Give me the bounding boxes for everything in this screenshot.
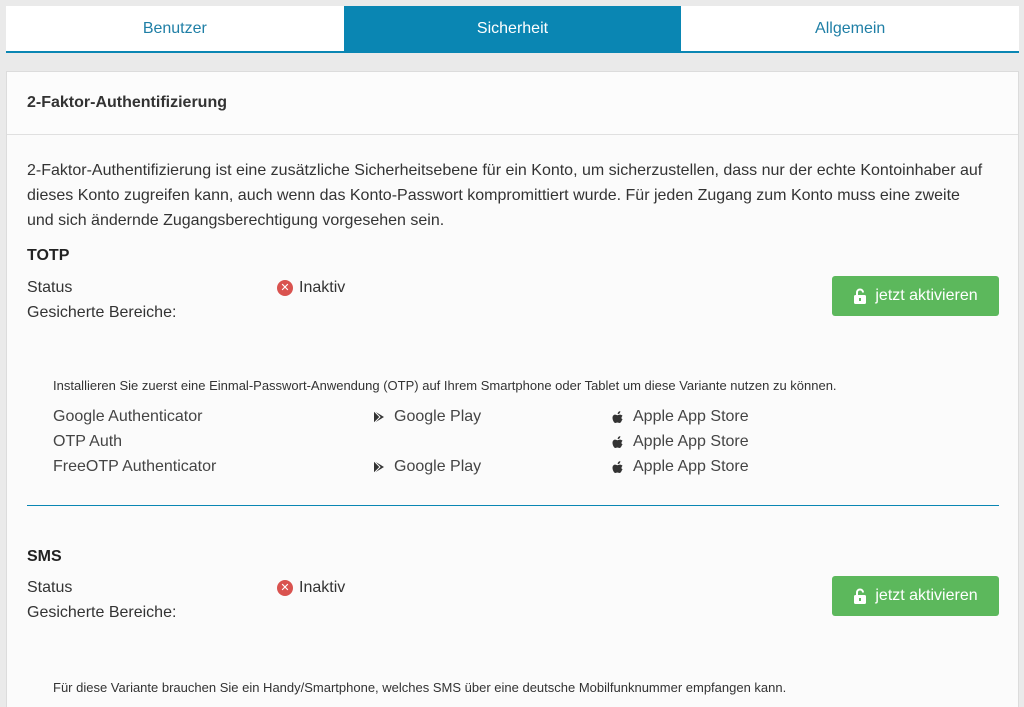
app-name-otp-auth: OTP Auth xyxy=(53,433,123,450)
tab-benutzer[interactable]: Benutzer xyxy=(142,19,207,37)
totp-status-text: Inaktiv xyxy=(299,279,346,296)
apple-store-link[interactable] xyxy=(611,408,749,426)
totp-note: Installieren Sie zuerst eine Einmal-Passwort-Anwendung (OTP) auf Ihrem Smartphone oder Tablet um diese Variante nutzen zu können. xyxy=(53,378,837,393)
unlock-icon xyxy=(853,588,867,604)
tab-allgemein[interactable]: Allgemein xyxy=(815,19,886,37)
sms-activate-button[interactable] xyxy=(832,576,999,616)
totp-title: TOTP xyxy=(27,247,70,264)
section-divider xyxy=(27,505,999,506)
x-circle-icon: ✕ xyxy=(277,580,293,596)
tab-bar xyxy=(6,6,1019,53)
apple-store-label: Apple App Store xyxy=(633,408,749,425)
tab-sicherheit[interactable]: Sicherheit xyxy=(344,6,682,51)
google-play-label: Google Play xyxy=(394,408,482,425)
apple-store-label: Apple App Store xyxy=(633,458,749,475)
totp-status-value xyxy=(277,279,345,297)
totp-activate-button[interactable] xyxy=(832,276,999,316)
apple-icon xyxy=(611,460,625,475)
apple-store-link[interactable] xyxy=(611,458,749,476)
sms-areas-label: Gesicherte Bereiche: xyxy=(27,604,177,621)
panel-title: 2-Faktor-Authentifizierung xyxy=(7,72,1018,135)
sms-activate-label: jetzt aktivieren xyxy=(875,587,978,604)
x-circle-icon: ✕ xyxy=(277,280,293,296)
sms-status-label: Status xyxy=(27,579,73,596)
google-play-link[interactable] xyxy=(372,408,481,426)
apple-icon xyxy=(611,410,625,425)
totp-activate-label: jetzt aktivieren xyxy=(875,287,978,304)
totp-areas-label: Gesicherte Bereiche: xyxy=(27,304,177,321)
play-store-icon xyxy=(372,460,386,474)
intro-text: 2-Faktor-Authentifizierung ist eine zusätzliche Sicherheitsebene für ein Konto, um sicherzustellen, dass nur der echte Kontoinhaber auf dieses Konto zugreifen kann, auch wenn das Konto-Passwort kompromittiert wurde. Für jeden Zugang zum Konto muss eine zweite und sich ändernde Zugangsberechtigung vorgesehen sein. xyxy=(27,162,983,229)
app-name-freeotp: FreeOTP Authenticator xyxy=(53,458,217,475)
google-play-label: Google Play xyxy=(394,458,482,475)
sms-title: SMS xyxy=(27,548,62,565)
apple-icon xyxy=(611,435,625,450)
sms-note: Für diese Variante brauchen Sie ein Handy/Smartphone, welches SMS über eine deutsche Mobilfunknummer empfangen kann. xyxy=(53,680,787,695)
sms-status-value xyxy=(277,579,345,597)
apple-store-label: Apple App Store xyxy=(633,433,749,450)
two-factor-panel xyxy=(6,71,1019,707)
totp-status-label: Status xyxy=(27,279,73,296)
sms-status-text: Inaktiv xyxy=(299,579,346,596)
app-name-google-authenticator: Google Authenticator xyxy=(53,408,203,425)
apple-store-link[interactable] xyxy=(611,433,749,451)
play-store-icon xyxy=(372,410,386,424)
google-play-link[interactable] xyxy=(372,458,481,476)
unlock-icon xyxy=(853,288,867,304)
